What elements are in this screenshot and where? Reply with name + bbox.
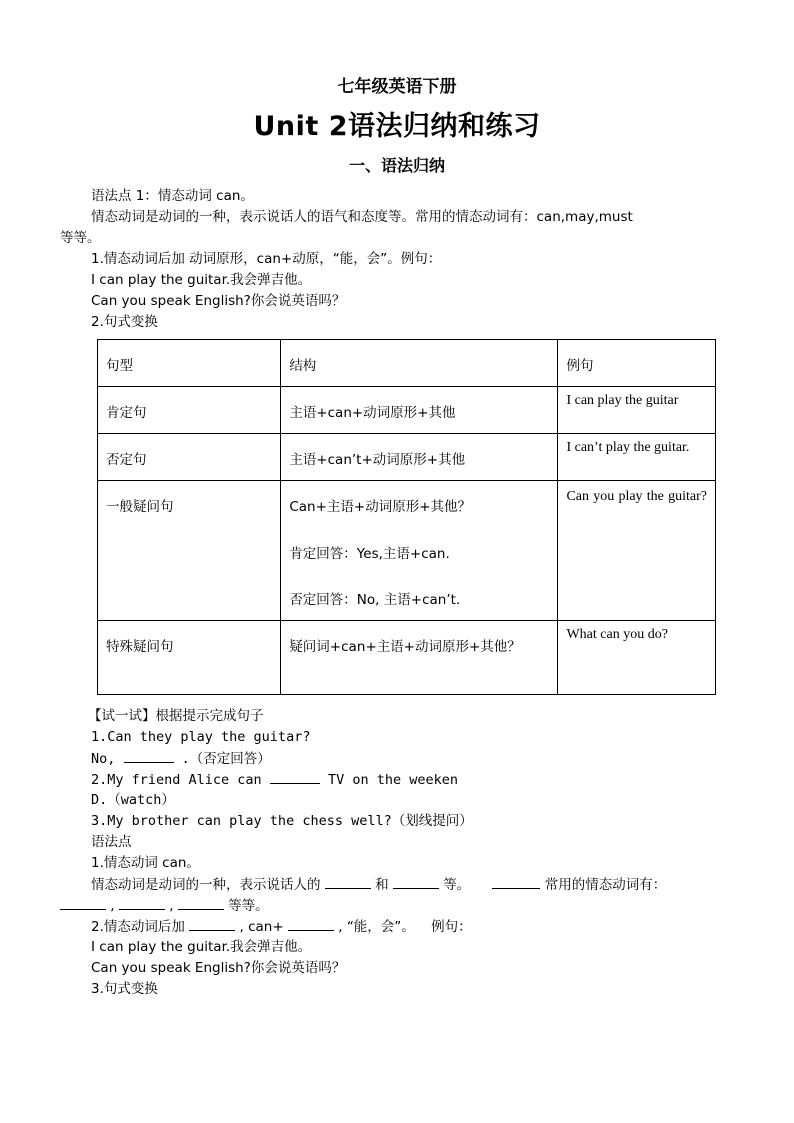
review-definition-line-2 xyxy=(60,895,269,916)
table-header-cell: 句型 xyxy=(98,340,281,387)
definition-line-1: 情态动词是动词的一种，表示说话人的语气和态度等。常用的情态动词有：can,may,must xyxy=(91,209,633,225)
practice-question-1: 1.Can they play the guitar? xyxy=(91,729,311,745)
table-header-row xyxy=(98,340,716,387)
usage-text: , “能，会”。 xyxy=(338,919,415,935)
usage-text: 2.情态动词后加 xyxy=(91,919,185,935)
example-cell: What can you do? xyxy=(558,621,716,695)
review-example-1: I can play the guitar.我会弹吉他。 xyxy=(91,939,312,955)
structure-text: 疑问词+can+主语+动词原形+其他？ xyxy=(289,639,521,655)
structure-text: 主语+can’t+动词原形+其他 xyxy=(289,452,466,468)
sentence-pattern-table xyxy=(97,339,716,695)
structure-positive-answer: 肯定回答：Yes,主语+can. xyxy=(289,546,450,562)
fill-blank[interactable] xyxy=(189,916,235,931)
grammar-point-label: 语法点 1：情态动词 can。 xyxy=(91,188,254,204)
table-row xyxy=(98,434,716,481)
sentence-type-cell: 否定句 xyxy=(98,434,281,481)
practice-question-2-continued: D.（watch） xyxy=(91,792,175,808)
example-cell: Can you play the guitar? xyxy=(558,481,716,621)
answer-blank[interactable] xyxy=(124,748,174,763)
answer-prefix: No, xyxy=(91,751,116,767)
fill-blank[interactable] xyxy=(178,895,224,910)
table-row xyxy=(98,387,716,434)
review-transform-heading: 3.句式变换 xyxy=(91,981,158,997)
definition-line-2: 等等。 xyxy=(60,230,101,246)
practice-question-2 xyxy=(91,769,458,790)
sentence-transform-heading: 2.句式变换 xyxy=(91,314,158,330)
fill-blank[interactable] xyxy=(60,895,106,910)
review-definition-line-1 xyxy=(91,874,666,895)
structure-cell xyxy=(281,481,558,621)
structure-cell xyxy=(281,387,558,434)
practice-question-3: 3.My brother can play the chess well?（划线提问） xyxy=(91,813,473,829)
sentence-type-cell: 肯定句 xyxy=(98,387,281,434)
table-header-cell: 结构 xyxy=(281,340,558,387)
structure-negative-answer: 否定回答：No, 主语+can’t. xyxy=(289,592,461,608)
definition-text: 等等。 xyxy=(228,898,269,914)
example-cell: I can play the guitar xyxy=(558,387,716,434)
definition-text: 常用的情态动词有： xyxy=(544,877,667,893)
fill-blank[interactable] xyxy=(288,916,334,931)
sentence-type-cell: 一般疑问句 xyxy=(98,481,281,621)
separator: , xyxy=(110,898,115,914)
review-title: 语法点 xyxy=(91,834,132,850)
fill-blank[interactable] xyxy=(393,874,439,889)
fill-blank[interactable] xyxy=(119,895,165,910)
answer-suffix: .（否定回答） xyxy=(181,751,271,767)
review-usage-rule xyxy=(91,916,472,937)
structure-cell xyxy=(281,434,558,481)
example-cell: I can’t play the guitar. xyxy=(558,434,716,481)
table-header-cell: 例句 xyxy=(558,340,716,387)
question-suffix: TV on the weeken xyxy=(327,772,459,788)
grade-title: 七年级英语下册 xyxy=(337,77,457,97)
practice-answer-1 xyxy=(91,748,271,769)
example-sentence-2: Can you speak English?你会说英语吗？ xyxy=(91,293,346,309)
fill-blank[interactable] xyxy=(492,874,540,889)
example-sentence-1: I can play the guitar.我会弹吉他。 xyxy=(91,272,312,288)
usage-text: 例句： xyxy=(431,919,472,935)
separator: , xyxy=(169,898,174,914)
review-point-1: 1.情态动词 can。 xyxy=(91,855,200,871)
sentence-type-cell: 特殊疑问句 xyxy=(98,621,281,695)
table-row xyxy=(98,621,716,695)
definition-text: 情态动词是动词的一种，表示说话人的 xyxy=(91,877,321,893)
structure-text: 主语+can+动词原形+其他 xyxy=(289,405,456,421)
definition-text: 等。 xyxy=(443,877,471,893)
answer-blank[interactable] xyxy=(270,769,320,784)
structure-cell xyxy=(281,621,558,695)
question-prefix: 2.My friend Alice can xyxy=(91,772,262,788)
section-heading: 一、语法归纳 xyxy=(348,156,445,175)
structure-question: Can+主语+动词原形+其他？ xyxy=(289,499,472,515)
review-example-2: Can you speak English?你会说英语吗？ xyxy=(91,960,346,976)
practice-title: 【试一试】根据提示完成句子 xyxy=(88,708,264,724)
usage-rule: 1.情态动词后加 动词原形，can+动原，“能，会”。例句： xyxy=(91,251,442,267)
table-row xyxy=(98,481,716,621)
fill-blank[interactable] xyxy=(325,874,371,889)
usage-text: , can+ xyxy=(239,919,284,935)
definition-text: 和 xyxy=(375,877,389,893)
unit-title: Unit 2语法归纳和练习 xyxy=(253,111,541,142)
